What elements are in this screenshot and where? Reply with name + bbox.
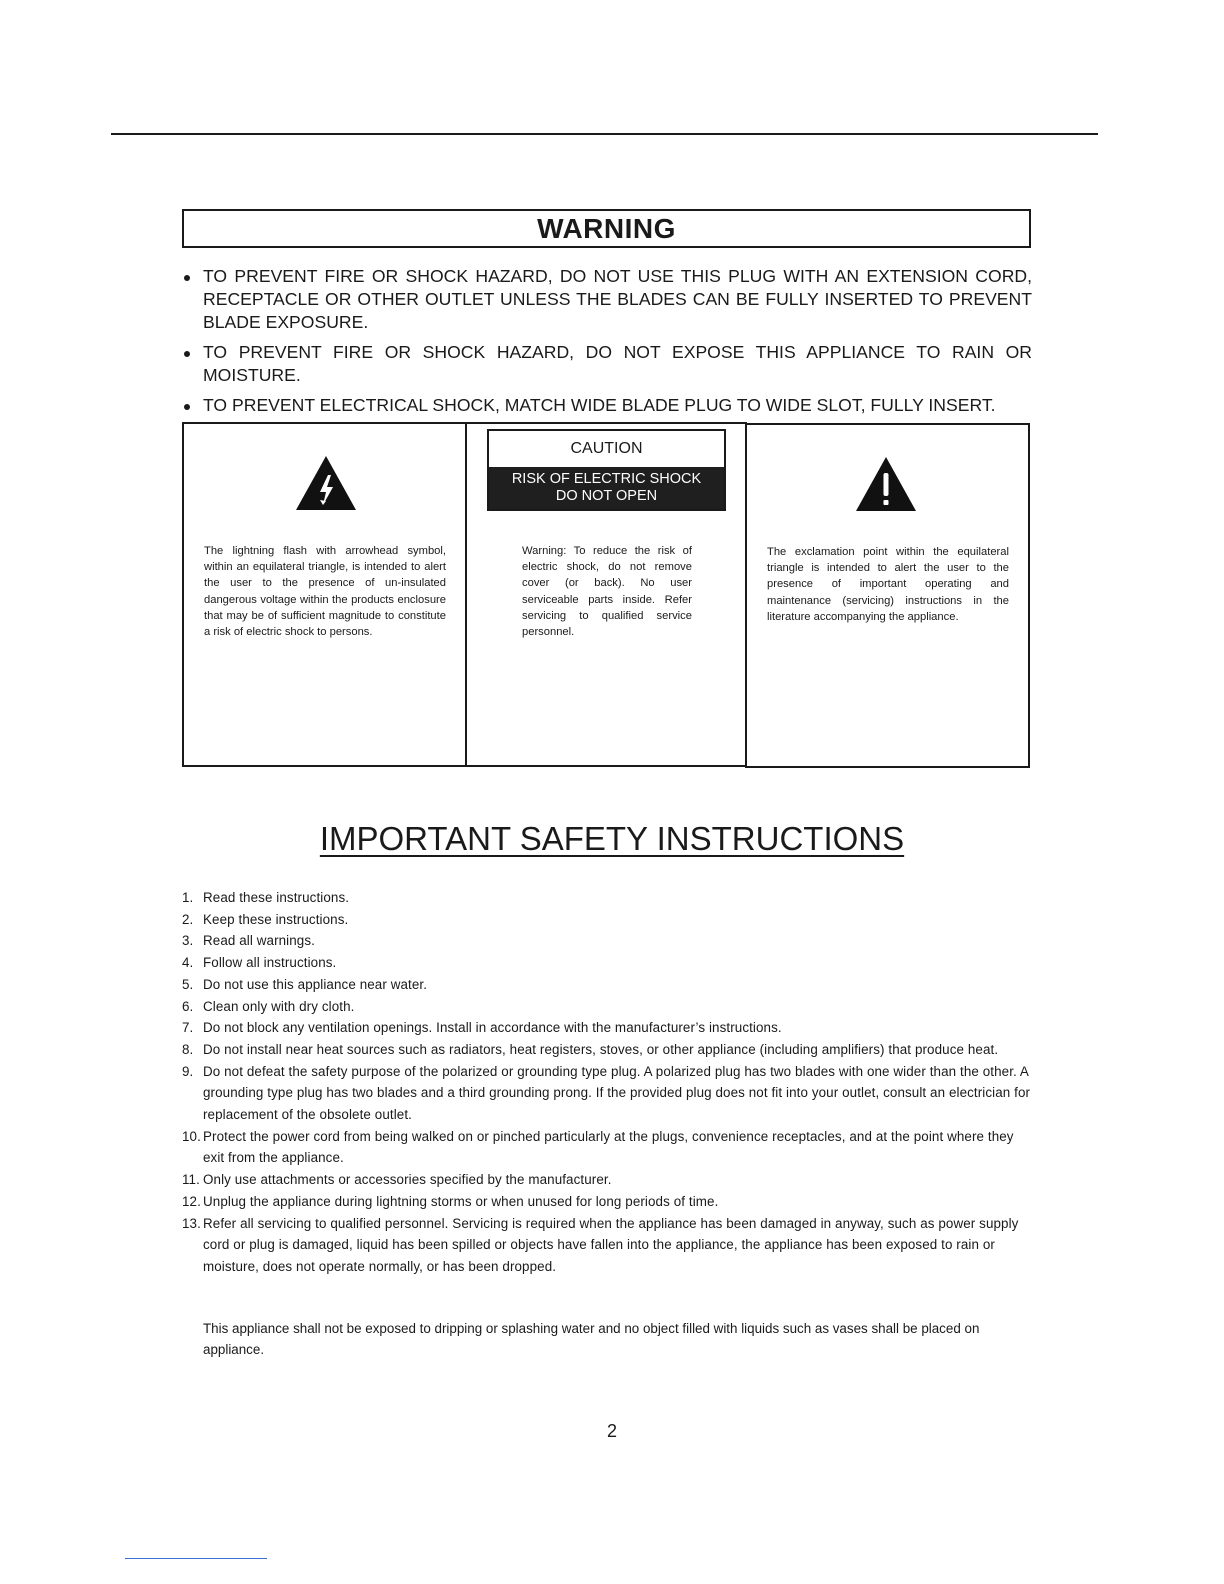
list-item — [182, 996, 1032, 1018]
caution-label — [487, 429, 726, 511]
item-text: Follow all instructions. — [203, 955, 337, 971]
list-item — [182, 952, 1032, 974]
item-number: 10. — [182, 1128, 201, 1144]
caution-line-1: RISK OF ELECTRIC SHOCK — [511, 471, 702, 487]
warning-list — [182, 265, 1032, 424]
item-text: Keep these instructions. — [203, 911, 349, 927]
list-item — [182, 1039, 1032, 1061]
item-number: 2. — [182, 911, 194, 927]
list-item — [182, 1017, 1032, 1039]
caution-title: CAUTION — [570, 440, 643, 457]
item-text: Unplug the appliance during lightning storms or when unused for long periods of time. — [203, 1193, 719, 1209]
caution-description: Warning: To reduce the risk of electric shock, do not remove cover (or back). No user serviceable parts inside. Refer servicing to qualified service personnel. — [522, 545, 692, 639]
item-text: Do not use this appliance near water. — [203, 976, 428, 992]
item-text: Refer all servicing to qualified personnel. Servicing is required when the appliance has been damaged in anyway, such as power supply cord or plug is damaged, liquid has been spilled or objects have fallen into the appliance, the appliance has been exposed to rain or moisture, does not operate normally, or has been dropped. — [203, 1215, 1019, 1274]
list-item — [182, 1213, 1032, 1278]
item-text: Protect the power cord from being walked on or pinched particularly at the plugs, convenience receptacles, and at the point where they exit from the appliance. — [203, 1128, 1014, 1166]
item-number: 11. — [182, 1172, 200, 1188]
lightning-symbol-description: The lightning flash with arrowhead symbol, within an equilateral triangle, is intended to alert the user to the presence of un-insulated dangerous voltage within the products enclosure that may be of sufficient magnitude to constitute a risk of electric shock to persons. — [204, 545, 446, 639]
top-divider — [111, 133, 1098, 135]
exclamation-warning-triangle-icon — [855, 456, 917, 512]
item-number: 7. — [182, 1020, 194, 1036]
item-number: 5. — [182, 976, 194, 992]
item-number: 6. — [182, 998, 194, 1014]
item-number: 3. — [182, 933, 194, 949]
list-item — [182, 974, 1032, 996]
item-text: Do not defeat the safety purpose of the polarized or grounding type plug. A polarized plug has two blades with one wider than the other. A grounding type plug has two blades and a third grounding prong. If the provided plug does not fit into your outlet, consult an electrician for replacement of the obsolete outlet. — [203, 1063, 1031, 1123]
list-item — [182, 909, 1032, 931]
item-number: 4. — [182, 955, 194, 971]
item-text: Read these instructions. — [203, 890, 350, 905]
item-number: 13. — [182, 1215, 201, 1231]
warning-item: TO PREVENT FIRE OR SHOCK HAZARD, DO NOT EXPOSE THIS APPLIANCE TO RAIN OR MOISTURE. — [182, 341, 1032, 387]
item-text: Only use attachments or accessories specified by the manufacturer. — [203, 1172, 612, 1188]
exclamation-symbol-panel — [745, 423, 1030, 768]
safety-instructions-title: IMPORTANT SAFETY INSTRUCTIONS — [319, 820, 905, 857]
list-item — [182, 930, 1032, 952]
item-text: Do not block any ventilation openings. Install in accordance with the manufacturer’s instructions. — [203, 1020, 782, 1036]
lightning-symbol-panel — [182, 422, 467, 767]
list-item — [182, 1191, 1032, 1213]
item-number: 8. — [182, 1041, 194, 1057]
warning-item: TO PREVENT FIRE OR SHOCK HAZARD, DO NOT USE THIS PLUG WITH AN EXTENSION CORD, RECEPTACLE OR OTHER OUTLET UNLESS THE BLADES CAN BE FULLY INSERTED TO PREVENT BLADE EXPOSURE. — [182, 265, 1032, 334]
safety-instructions-list — [182, 887, 1032, 1278]
caution-shock-band — [489, 467, 724, 509]
item-text: Read all warnings. — [203, 933, 315, 949]
item-text: Clean only with dry cloth. — [203, 998, 355, 1014]
item-number: 9. — [182, 1063, 194, 1079]
water-exposure-note: This appliance shall not be exposed to dripping or splashing water and no object filled with liquids such as vases shall be placed on appliance. — [203, 1321, 980, 1357]
list-item — [182, 1126, 1032, 1169]
caution-panel — [465, 422, 747, 767]
symbol-panels — [182, 422, 1030, 767]
footer-link-underline — [125, 1558, 267, 1559]
list-item — [182, 887, 1032, 909]
item-number: 12. — [182, 1193, 201, 1209]
caution-line-2: DO NOT OPEN — [555, 488, 658, 504]
warning-title: WARNING — [537, 212, 676, 244]
exclamation-symbol-description: The exclamation point within the equilateral triangle is intended to alert the user to the presence of important operating and maintenance (servicing) instructions in the literature accompanying the appliance. — [767, 546, 1009, 623]
warning-banner — [182, 209, 1031, 248]
list-item — [182, 1061, 1032, 1126]
item-number: 1. — [182, 890, 194, 905]
warning-item: TO PREVENT ELECTRICAL SHOCK, MATCH WIDE BLADE PLUG TO WIDE SLOT, FULLY INSERT. — [182, 394, 1032, 417]
page-number: 2 — [606, 1421, 617, 1441]
item-text: Do not install near heat sources such as radiators, heat registers, stoves, or other appliance (including amplifiers) that produce heat. — [203, 1041, 999, 1057]
lightning-warning-triangle-icon — [295, 455, 357, 511]
list-item — [182, 1169, 1032, 1191]
